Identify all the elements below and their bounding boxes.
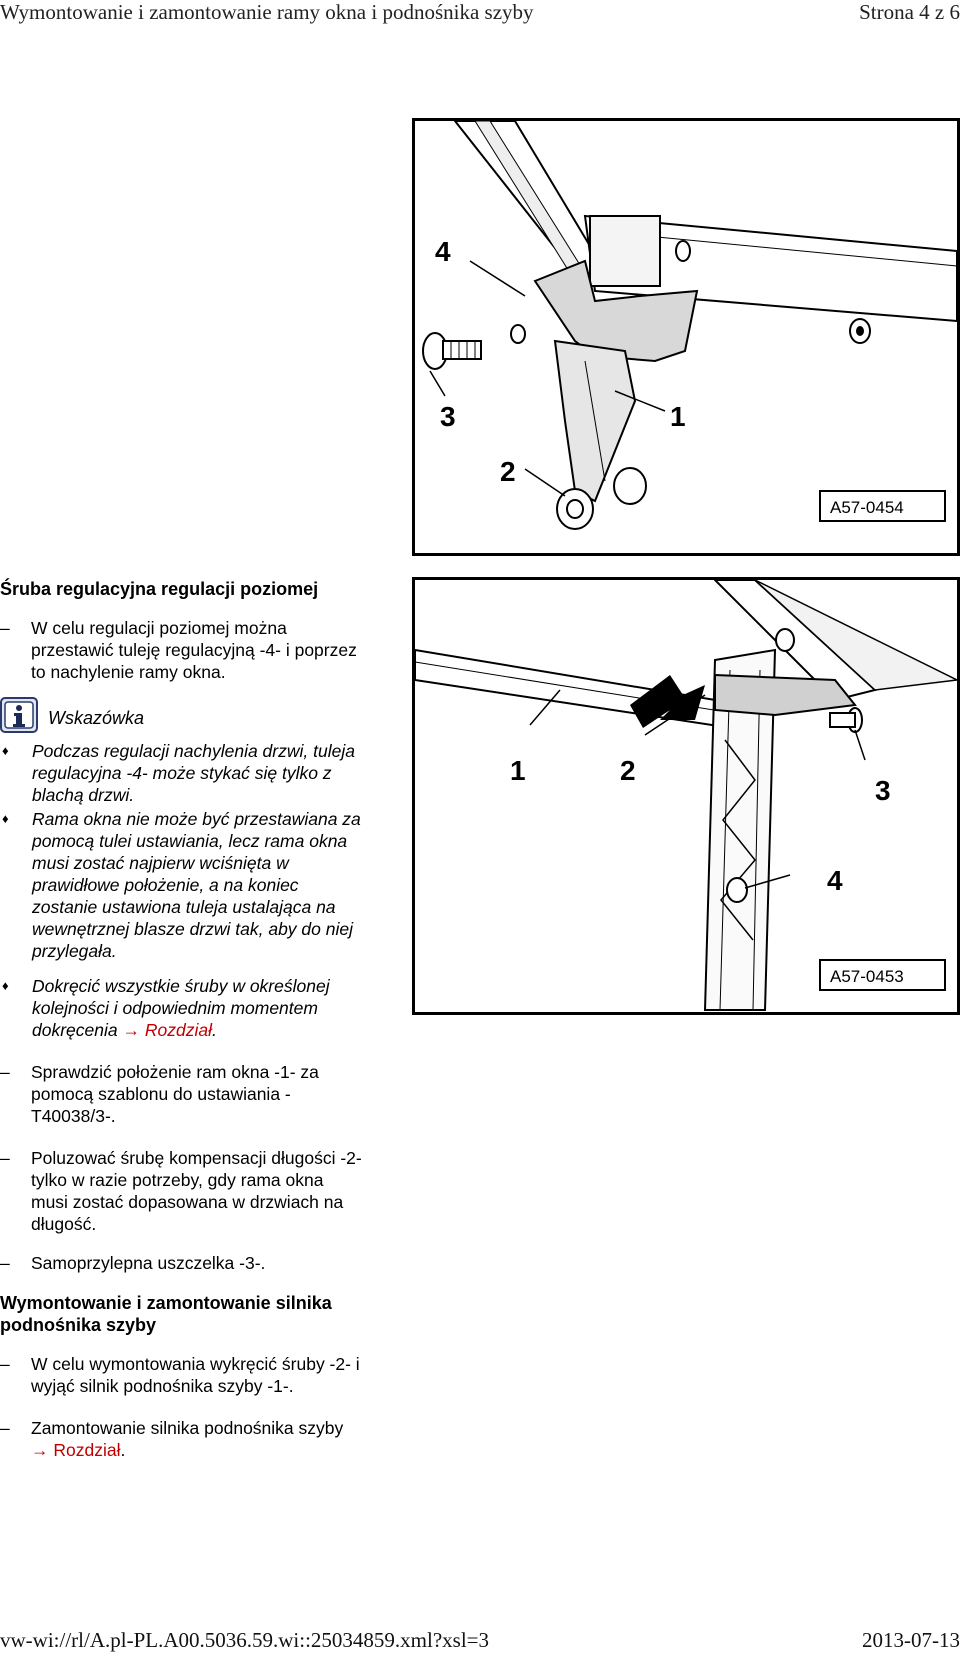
chapter-link[interactable]: → Rozdział: [31, 1440, 121, 1460]
step-item: – Samoprzylepna uszczelka -3-.: [0, 1253, 266, 1273]
step-item: – Zamontowanie silnika podnośnika szyby → Rozdział.: [0, 1418, 344, 1460]
note-item: ♦ Rama okna nie może być przestawiana za pomocą tulei ustawiania, lecz rama okna musi zostać najpierw wciśnięta w prawidłowe położenie, a na koniec zostanie ustawiona tuleja ustalająca na wewnętrznej blasze drzwi tak, aby do niej przylegała.: [2, 809, 361, 961]
page-number: Strona 4 z 6: [859, 0, 960, 24]
document-url: vw-wi://rl/A.pl-PL.A00.5036.59.wi::25034859.xml?xsl=3: [0, 1628, 489, 1652]
section-heading: Śruba regulacyjna regulacji poziomej: [0, 579, 319, 599]
figure-code: A57-0453: [830, 967, 904, 986]
callout-1: 1: [670, 401, 686, 432]
callout-4: 4: [435, 236, 451, 267]
info-icon: [0, 697, 38, 733]
section-heading: Wymontowanie i zamontowanie silnika podnośnika szyby: [0, 1293, 332, 1335]
callout-1: 1: [510, 755, 526, 786]
note-title: Wskazówka: [48, 708, 145, 728]
step-item: – W celu wymontowania wykręcić śruby -2- i wyjąć silnik podnośnika szyby -1-.: [0, 1354, 360, 1396]
step-item: – W celu regulacji poziomej można przestawić tuleję regulacyjną -4- i poprzez to nachylenie ramy okna.: [0, 618, 357, 682]
note-item: ♦ Podczas regulacji nachylenia drzwi, tuleja regulacyjna -4- może stykać się tylko z blachą drzwi.: [2, 741, 355, 805]
figure-a57-0454: [412, 118, 960, 556]
callout-2: 2: [620, 755, 636, 786]
callout-3: 3: [875, 775, 891, 806]
document-title: Wymontowanie i zamontowanie ramy okna i podnośnika szyby: [0, 0, 534, 24]
document-date: 2013-07-13: [862, 1628, 960, 1652]
figure-a57-0453: [412, 577, 960, 1015]
window-frame-illustration-1: [415, 121, 957, 553]
chapter-link[interactable]: → Rozdział: [122, 1020, 212, 1040]
step-item: – Poluzować śrubę kompensacji długości -2- tylko w razie potrzeby, gdy rama okna musi zostać dopasowana w drzwiach na długość.: [0, 1148, 362, 1234]
figure-code: A57-0454: [830, 498, 904, 517]
callout-4: 4: [827, 865, 843, 896]
step-item: – Sprawdzić położenie ram okna -1- za pomocą szablonu do ustawiania - T40038/3-.: [0, 1062, 319, 1126]
callout-3: 3: [440, 401, 456, 432]
note-item: ♦ Dokręcić wszystkie śruby w określonej kolejności i odpowiednim momentem dokręcenia → Rozdział.: [2, 976, 330, 1040]
callout-2: 2: [500, 456, 516, 487]
window-frame-illustration-2: [415, 580, 957, 1012]
